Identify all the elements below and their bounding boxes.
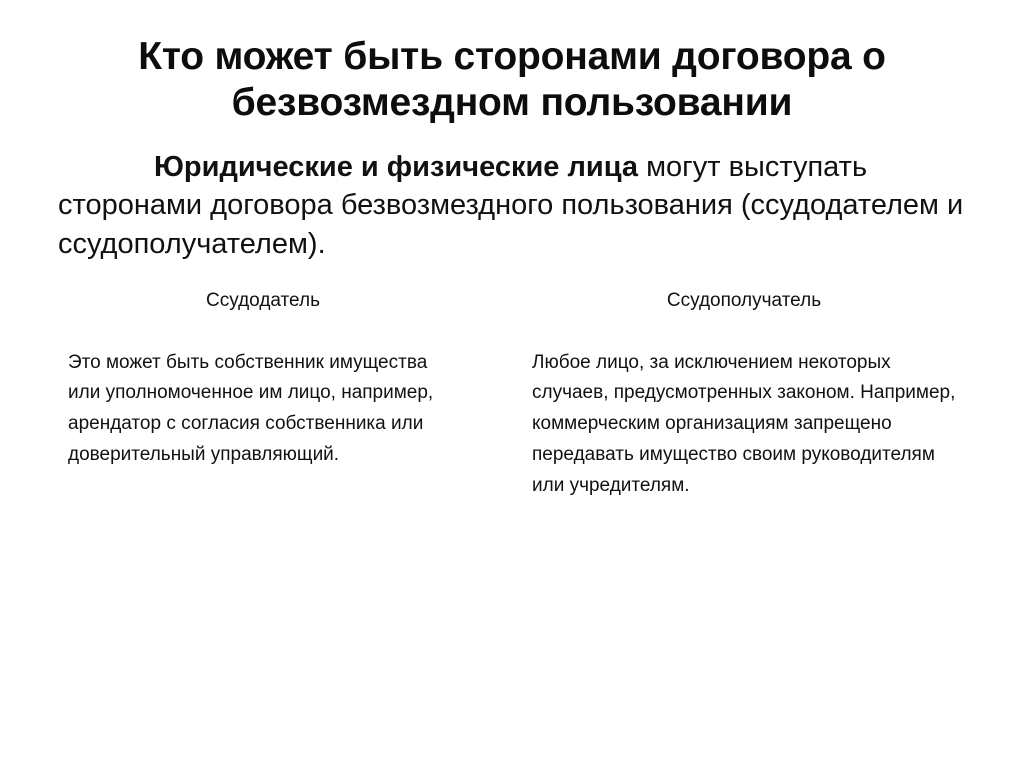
- column-lender-body: Это может быть собственник имущества или уполномоченное им лицо, например, арендатор с согласия собственника или доверительный управляющий.: [68, 351, 434, 465]
- page-title: Кто может быть сторонами договора о безвозмездном пользовании: [138, 35, 886, 125]
- lead-emphasis: Юридические и физические лица: [154, 151, 639, 184]
- column-borrower: [512, 289, 966, 502]
- lead-rest: могут выступать сторонами договора безвозмездного пользования (ссудодателем и ссудополучателем).: [58, 151, 964, 260]
- column-borrower-body: Любое лицо, за исключением некоторых случаев, предусмотренных законом. Например, коммерческим организациям запрещено передавать имущество своим руководителям или учредителям.: [532, 351, 956, 496]
- column-lender: [58, 289, 512, 471]
- column-lender-heading: Ссудодатель: [206, 289, 320, 311]
- column-borrower-heading: Ссудополучатель: [666, 289, 822, 311]
- two-column-section: [58, 289, 966, 502]
- lead-paragraph: [58, 148, 966, 263]
